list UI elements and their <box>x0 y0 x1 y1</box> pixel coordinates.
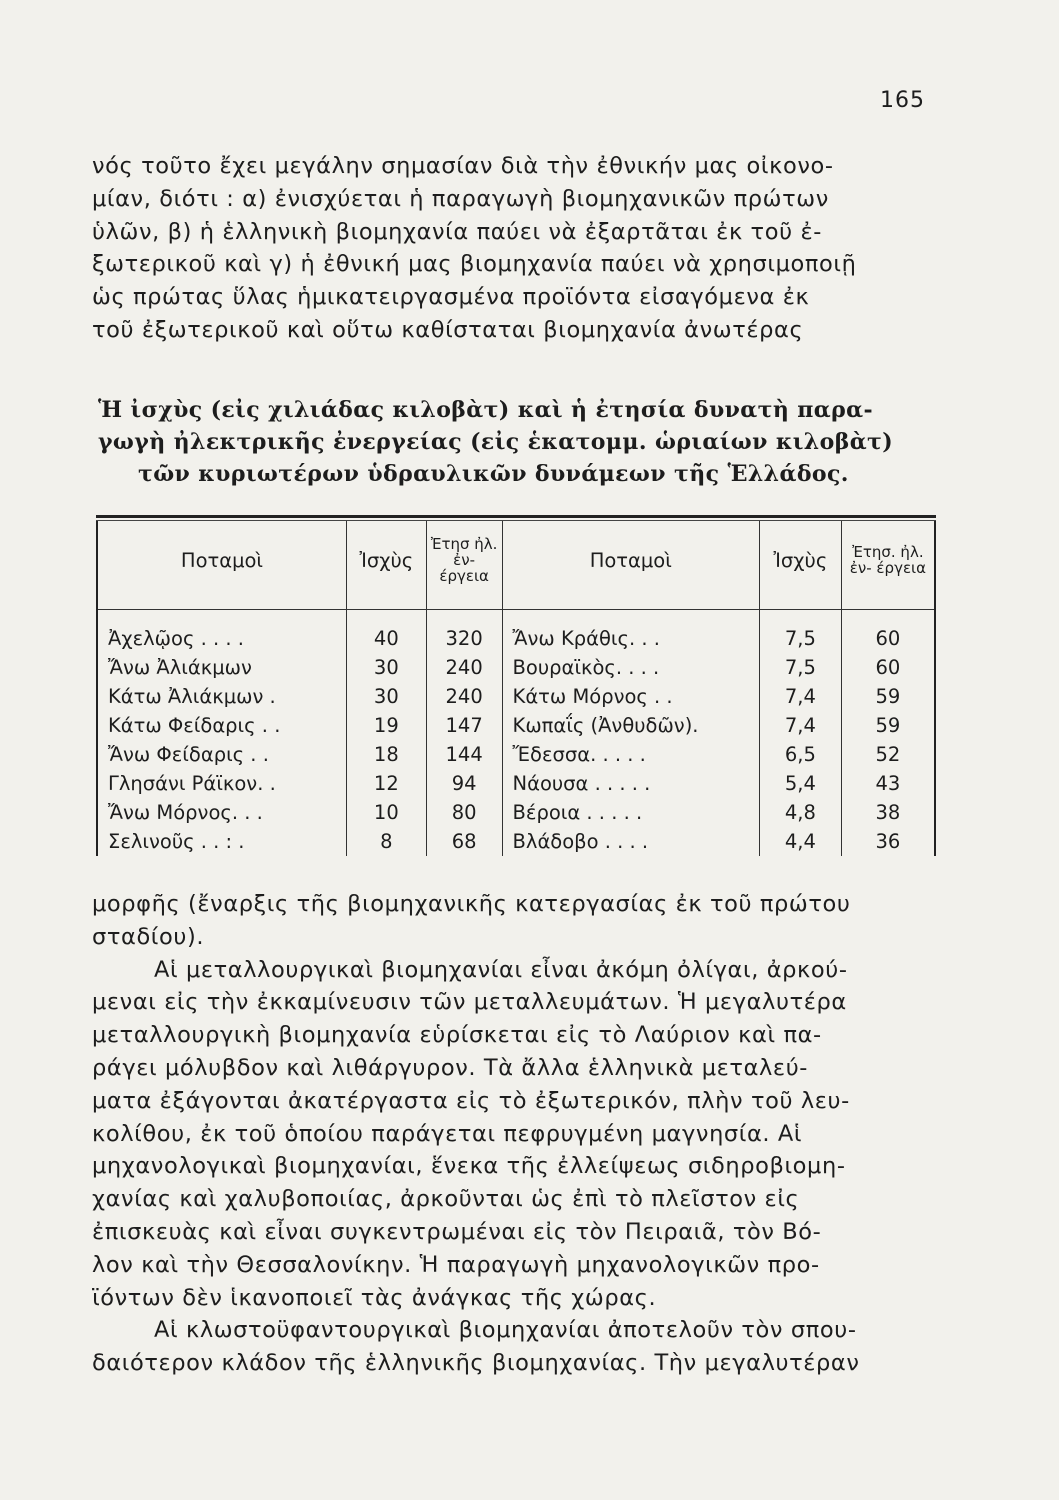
caption-line: τῶν κυριωτέρων ὑδραυλικῶν δυνάμεων τῆς Ἑλλάδος. <box>138 461 849 487</box>
power-value: 4,8 <box>760 798 842 827</box>
energy-value: 94 <box>426 769 502 798</box>
river-name: Βέροια . . . . . <box>502 798 759 827</box>
energy-value: 68 <box>426 827 502 856</box>
body-line: σταδίου). <box>92 923 205 950</box>
river-name: Ἀχελῷος . . . . <box>97 610 346 654</box>
body-line: ράγει μόλυβδον καὶ λιθάργυρον. Τὰ ἄλλα ἑλληνικὰ μεταλεύ- <box>92 1054 809 1081</box>
body-line: ἐπισκευὰς καὶ εἶναι συγκεντρωμέναι εἰς τὸν Πειραιᾶ, τὸν Βό- <box>92 1218 822 1245</box>
power-value: 4,4 <box>760 827 842 856</box>
river-name: Ἄνω Κράθις. . . <box>502 610 759 654</box>
river-name: Κάτω Ἀλιάκμων . <box>97 682 346 711</box>
body-line: ματα ἐξάγονται ἀκατέργαστα εἰς τὸ ἐξωτερικόν, πλὴν τοῦ λευ- <box>92 1087 850 1114</box>
header-annual-energy: Ἐτησ. ἠλ. ἐν- έργεια <box>841 521 935 599</box>
intro-line: ξωτερικοῦ καὶ γ) ἡ ἐθνική μας βιομηχανία παύει νὰ χρησιμοποιῇ <box>92 251 857 278</box>
body-line: ϊόντων δὲν ἱκανοποιεῖ τὰς ἀνάγκας τῆς χώρας. <box>92 1284 657 1311</box>
table-row <box>97 653 935 682</box>
hydro-power-table <box>96 515 936 856</box>
energy-value: 144 <box>426 740 502 769</box>
table-row <box>97 827 935 856</box>
power-value: 30 <box>346 653 426 682</box>
table-row <box>97 769 935 798</box>
table-top-rule <box>96 515 936 518</box>
body-line: μορφῆς (ἔναρξις τῆς βιομηχανικῆς κατεργασίας ἐκ τοῦ πρώτου <box>92 891 851 917</box>
body-line: Αἱ μεταλλουργικαὶ βιομηχανίαι εἶναι ἀκόμη ὀλίγαι, ἀρκού- <box>154 956 848 983</box>
intro-line: τοῦ ἐξωτερικοῦ καὶ οὕτω καθίσταται βιομηχανία ἀνωτέρας <box>92 316 804 343</box>
energy-value: 52 <box>841 740 935 769</box>
power-value: 10 <box>346 798 426 827</box>
intro-paragraph <box>92 150 948 347</box>
body-line: λον καὶ τὴν Θεσσαλονίκην. Ἡ παραγωγὴ μηχανολογικῶν προ- <box>92 1251 820 1278</box>
intro-line: μίαν, διότι : α) ἐνισχύεται ἡ παραγωγὴ βιομηχανικῶν πρώτων <box>92 185 829 212</box>
table-header-row <box>97 521 935 599</box>
energy-value: 320 <box>426 610 502 654</box>
power-value: 7,4 <box>760 682 842 711</box>
header-rivers: Ποταμοὶ <box>97 521 346 599</box>
power-value: 7,5 <box>760 653 842 682</box>
river-name: Ἄνω Ἀλιάκμων <box>97 653 346 682</box>
caption-line: Ἡ ἰσχὺς (εἰς χιλιάδας κιλοβὰτ) καὶ ἡ ἐτησία δυνατὴ παρα- <box>98 397 874 423</box>
table-row <box>97 610 935 654</box>
energy-value: 59 <box>841 682 935 711</box>
energy-value: 60 <box>841 653 935 682</box>
table-row <box>97 711 935 740</box>
power-value: 7,5 <box>760 610 842 654</box>
body-text <box>92 888 948 1380</box>
table-caption <box>98 394 948 490</box>
energy-value: 240 <box>426 682 502 711</box>
body-line: χανίας καὶ χαλυβοποιίας, ἀρκοῦνται ὡς ἐπὶ τὸ πλεῖστον εἰς <box>92 1186 800 1213</box>
energy-value: 59 <box>841 711 935 740</box>
intro-line: ὡς πρώτας ὕλας ἡμικατειργασμένα προϊόντα εἰσαγόμενα ἐκ <box>92 284 810 311</box>
energy-value: 60 <box>841 610 935 654</box>
page-number: 165 <box>880 88 925 113</box>
body-line: μεναι εἰς τὴν ἐκκαμίνευσιν τῶν μεταλλευμάτων. Ἡ μεγαλυτέρα <box>92 989 847 1016</box>
body-line: Αἱ κλωστοϋφαντουργικαὶ βιομηχανίαι ἀποτελοῦν τὸν σπου- <box>154 1317 857 1344</box>
energy-value: 36 <box>841 827 935 856</box>
river-name: Ἔδεσσα. . . . . <box>502 740 759 769</box>
river-name: Κωπαΐς (Ἀνθυδῶν). <box>502 711 759 740</box>
river-name: Βουραϊκὸς. . . . <box>502 653 759 682</box>
power-value: 12 <box>346 769 426 798</box>
caption-line: γωγὴ ἠλεκτρικῆς ἐνεργείας (εἰς ἑκατομμ. ὡριαίων κιλοβὰτ) <box>98 429 894 455</box>
power-value: 5,4 <box>760 769 842 798</box>
river-name: Ἄνω Φείδαρις . . <box>97 740 346 769</box>
river-name: Κάτω Μόρνος . . <box>502 682 759 711</box>
river-name: Νάουσα . . . . . <box>502 769 759 798</box>
river-name: Γλησάνι Ράϊκον. . <box>97 769 346 798</box>
power-value: 6,5 <box>760 740 842 769</box>
header-annual-energy: Ἐτησ ἠλ. ἐν- έργεια <box>426 521 502 599</box>
header-rivers: Ποταμοὶ <box>502 521 759 599</box>
header-power: Ἰσχὺς <box>346 521 426 599</box>
power-value: 8 <box>346 827 426 856</box>
power-value: 30 <box>346 682 426 711</box>
body-line: κολίθου, ἐκ τοῦ ὁποίου παράγεται πεφρυγμένη μαγνησία. Αἱ <box>92 1120 803 1147</box>
energy-value: 80 <box>426 798 502 827</box>
table-row <box>97 798 935 827</box>
body-line: μεταλλουργικὴ βιομηχανία εὑρίσκεται εἰς τὸ Λαύριον καὶ πα- <box>92 1022 822 1049</box>
river-name: Βλάδοβο . . . . <box>502 827 759 856</box>
river-name: Ἄνω Μόρνος. . . <box>97 798 346 827</box>
table-row <box>97 682 935 711</box>
power-value: 18 <box>346 740 426 769</box>
header-power: Ἰσχὺς <box>760 521 842 599</box>
river-name: Σελινοῦς . . : . <box>97 827 346 856</box>
intro-line: ὑλῶν, β) ἡ ἑλληνικὴ βιομηχανία παύει νὰ ἐξαρτᾶται ἐκ τοῦ ἐ- <box>92 218 822 245</box>
body-line: μηχανολογικαὶ βιομηχανίαι, ἕνεκα τῆς ἐλλείψεως σιδηροβιομη- <box>92 1153 846 1180</box>
power-value: 40 <box>346 610 426 654</box>
energy-value: 240 <box>426 653 502 682</box>
energy-value: 43 <box>841 769 935 798</box>
river-name: Κάτω Φείδαρις . . <box>97 711 346 740</box>
table-row <box>97 740 935 769</box>
power-value: 7,4 <box>760 711 842 740</box>
body-line: δαιότερον κλάδον τῆς ἑλληνικῆς βιομηχανίας. Τὴν μεγαλυτέραν <box>92 1350 860 1377</box>
energy-value: 147 <box>426 711 502 740</box>
energy-value: 38 <box>841 798 935 827</box>
power-value: 19 <box>346 711 426 740</box>
intro-line: νός τοῦτο ἔχει μεγάλην σημασίαν διὰ τὴν ἐθνικήν μας οἰκονο- <box>92 153 834 179</box>
